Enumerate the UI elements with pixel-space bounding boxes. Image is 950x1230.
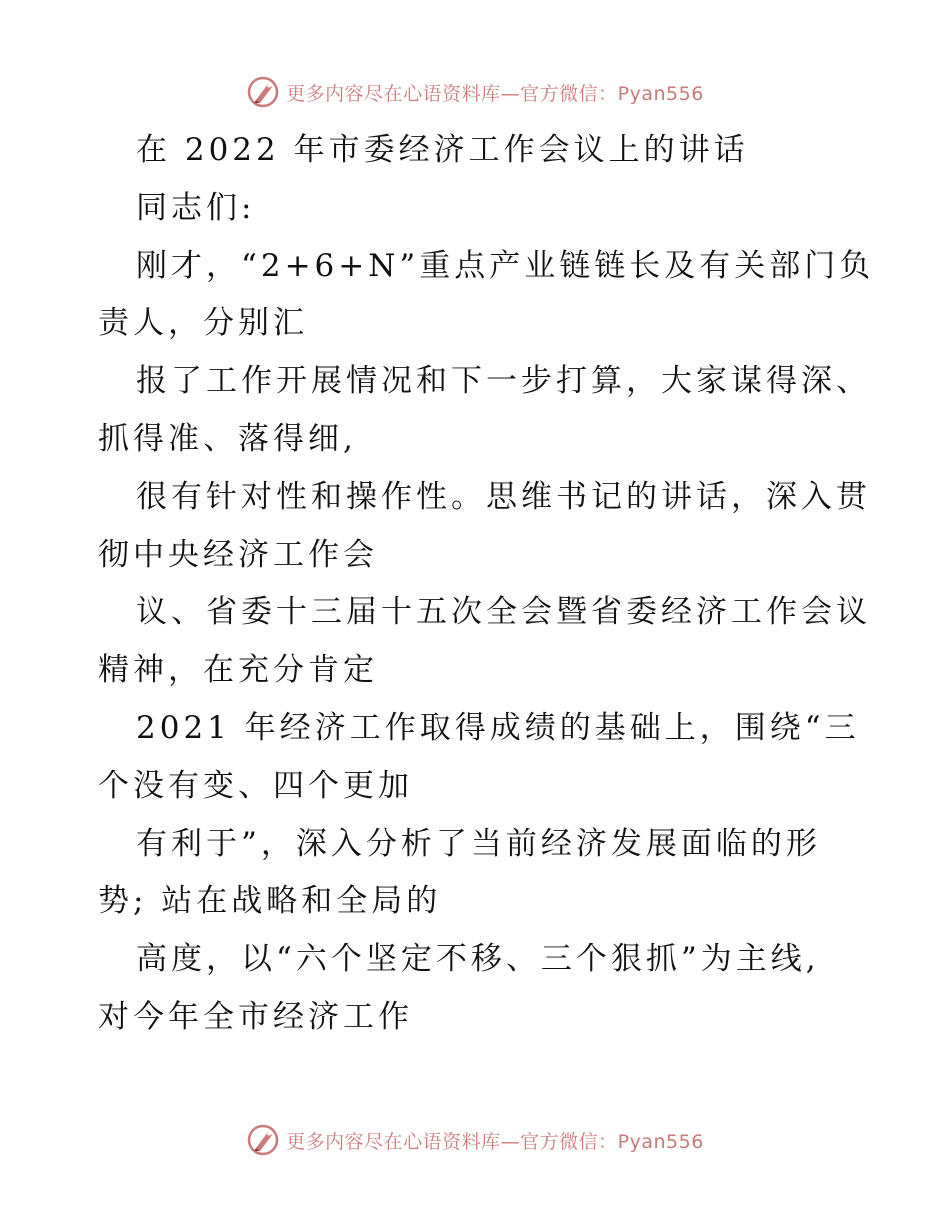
text-line: 议、省委十三届十五次全会暨省委经济工作会议 <box>136 594 871 631</box>
text-line: 彻中央经济工作会 <box>98 536 378 573</box>
watermark-text: 更多内容尽在心语资料库—官方微信：Pyan556 <box>286 82 704 105</box>
text-line: 对今年全市经济工作 <box>98 998 413 1035</box>
watermark-text: 更多内容尽在心语资料库—官方微信：Pyan556 <box>286 1130 704 1153</box>
text-line: 报了工作开展情况和下一步打算，大家谋得深、 <box>136 363 871 400</box>
footer-watermark <box>0 1120 950 1160</box>
document-body <box>98 122 875 1047</box>
pen-nib-logo-icon <box>246 1123 280 1157</box>
text-line: 精神，在充分肯定 <box>98 652 378 689</box>
salutation: 同志们: <box>136 189 256 226</box>
text-line: 势; 站在战略和全局的 <box>98 883 442 920</box>
header-watermark <box>0 72 950 112</box>
text-line: 抓得准、落得细, <box>98 420 357 457</box>
document-title: 在 2022 年市委经济工作会议上的讲话 <box>136 132 749 168</box>
pen-nib-logo-icon <box>246 75 280 109</box>
text-line: 2021 年经济工作取得成绩的基础上，围绕“三 <box>136 709 860 746</box>
text-line: 很有针对性和操作性。思维书记的讲话，深入贯 <box>136 478 871 515</box>
text-line: 有利于”，深入分析了当前经济发展面临的形 <box>136 825 821 862</box>
text-line: 责人，分别汇 <box>98 305 308 342</box>
text-line: 高度，以“六个坚定不移、三个狠抓”为主线, <box>136 941 820 978</box>
text-line: 刚才，“2+6+N”重点产业链链长及有关部门负 <box>136 247 875 284</box>
text-line: 个没有变、四个更加 <box>98 767 413 804</box>
